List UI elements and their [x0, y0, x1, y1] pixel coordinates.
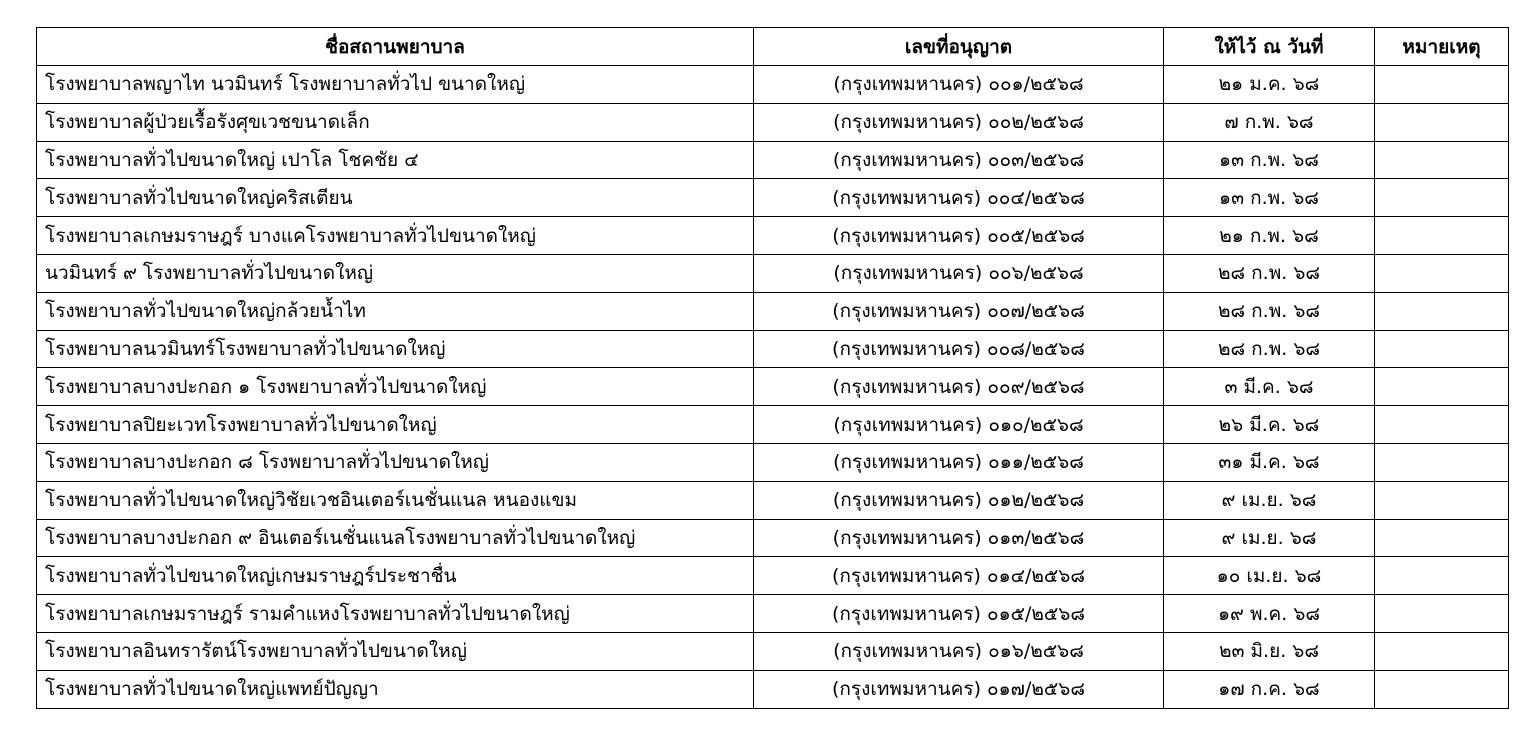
cell-hospital-name: โรงพยาบาลทั่วไปขนาดใหญ่แพทย์ปัญญา	[37, 670, 754, 708]
cell-issue-date: ๙ เม.ย. ๖๘	[1164, 481, 1375, 519]
cell-note	[1375, 292, 1509, 330]
cell-license-number: (กรุงเทพมหานคร) ๐๑๑/๒๕๖๘	[754, 443, 1164, 481]
cell-license-number: (กรุงเทพมหานคร) ๐๑๖/๒๕๖๘	[754, 632, 1164, 670]
hospital-license-table	[36, 27, 1509, 709]
cell-hospital-name: โรงพยาบาลนวมินทร์โรงพยาบาลทั่วไปขนาดใหญ่	[37, 330, 754, 368]
cell-note	[1375, 368, 1509, 406]
cell-license-number: (กรุงเทพมหานคร) ๐๐๑/๒๕๖๘	[754, 66, 1164, 104]
table-row	[37, 217, 1509, 255]
cell-note	[1375, 217, 1509, 255]
table-row	[37, 557, 1509, 595]
cell-note	[1375, 406, 1509, 444]
cell-hospital-name: โรงพยาบาลทั่วไปขนาดใหญ่คริสเตียน	[37, 179, 754, 217]
table-row	[37, 406, 1509, 444]
cell-hospital-name: โรงพยาบาลบางปะกอก ๑ โรงพยาบาลทั่วไปขนาดใหญ่	[37, 368, 754, 406]
cell-note	[1375, 595, 1509, 633]
cell-note	[1375, 443, 1509, 481]
table-row	[37, 481, 1509, 519]
cell-hospital-name: โรงพยาบาลเกษมราษฎร์ รามคำแหงโรงพยาบาลทั่วไปขนาดใหญ่	[37, 595, 754, 633]
column-header-name: ชื่อสถานพยาบาล	[37, 28, 754, 66]
cell-license-number: (กรุงเทพมหานคร) ๐๐๔/๒๕๖๘	[754, 179, 1164, 217]
cell-note	[1375, 330, 1509, 368]
cell-issue-date: ๒๖ มี.ค. ๖๘	[1164, 406, 1375, 444]
cell-hospital-name: โรงพยาบาลบางปะกอก ๘ โรงพยาบาลทั่วไปขนาดใหญ่	[37, 443, 754, 481]
cell-hospital-name: โรงพยาบาลทั่วไปขนาดใหญ่ เปาโล โชคชัย ๔	[37, 141, 754, 179]
cell-issue-date: ๒๓ มิ.ย. ๖๘	[1164, 632, 1375, 670]
cell-license-number: (กรุงเทพมหานคร) ๐๐๖/๒๕๖๘	[754, 254, 1164, 292]
cell-hospital-name: โรงพยาบาลทั่วไปขนาดใหญ่เกษมราษฎร์ประชาชื่น	[37, 557, 754, 595]
column-header-date: ให้ไว้ ณ วันที่	[1164, 28, 1375, 66]
cell-note	[1375, 670, 1509, 708]
cell-license-number: (กรุงเทพมหานคร) ๐๑๒/๒๕๖๘	[754, 481, 1164, 519]
cell-issue-date: ๗ ก.พ. ๖๘	[1164, 103, 1375, 141]
table-row	[37, 443, 1509, 481]
cell-hospital-name: โรงพยาบาลพญาไท นวมินทร์ โรงพยาบาลทั่วไป ขนาดใหญ่	[37, 66, 754, 104]
cell-note	[1375, 519, 1509, 557]
cell-hospital-name: นวมินทร์ ๙ โรงพยาบาลทั่วไปขนาดใหญ่	[37, 254, 754, 292]
cell-license-number: (กรุงเทพมหานคร) ๐๑๗/๒๕๖๘	[754, 670, 1164, 708]
cell-license-number: (กรุงเทพมหานคร) ๐๐๗/๒๕๖๘	[754, 292, 1164, 330]
cell-issue-date: ๓ มี.ค. ๖๘	[1164, 368, 1375, 406]
cell-hospital-name: โรงพยาบาลบางปะกอก ๙ อินเตอร์เนชั่นแนลโรงพยาบาลทั่วไปขนาดใหญ่	[37, 519, 754, 557]
cell-issue-date: ๒๘ ก.พ. ๖๘	[1164, 254, 1375, 292]
cell-issue-date: ๑๗ ก.ค. ๖๘	[1164, 670, 1375, 708]
table-row	[37, 254, 1509, 292]
cell-note	[1375, 254, 1509, 292]
cell-license-number: (กรุงเทพมหานคร) ๐๑๕/๒๕๖๘	[754, 595, 1164, 633]
table-body	[37, 66, 1509, 709]
cell-note	[1375, 557, 1509, 595]
table-header-row	[37, 28, 1509, 66]
cell-issue-date: ๒๘ ก.พ. ๖๘	[1164, 292, 1375, 330]
cell-issue-date: ๑๐ เม.ย. ๖๘	[1164, 557, 1375, 595]
cell-hospital-name: โรงพยาบาลทั่วไปขนาดใหญ่กล้วยน้ำไท	[37, 292, 754, 330]
cell-issue-date: ๒๑ ก.พ. ๖๘	[1164, 217, 1375, 255]
table-row	[37, 330, 1509, 368]
cell-hospital-name: โรงพยาบาลอินทรารัตน์โรงพยาบาลทั่วไปขนาดใหญ่	[37, 632, 754, 670]
cell-issue-date: ๑๓ ก.พ. ๖๘	[1164, 179, 1375, 217]
cell-issue-date: ๓๑ มี.ค. ๖๘	[1164, 443, 1375, 481]
cell-note	[1375, 141, 1509, 179]
cell-note	[1375, 103, 1509, 141]
cell-license-number: (กรุงเทพมหานคร) ๐๐๒/๒๕๖๘	[754, 103, 1164, 141]
table-row	[37, 103, 1509, 141]
cell-note	[1375, 481, 1509, 519]
cell-hospital-name: โรงพยาบาลผู้ป่วยเรื้อรังศุขเวชขนาดเล็ก	[37, 103, 754, 141]
cell-hospital-name: โรงพยาบาลปิยะเวทโรงพยาบาลทั่วไปขนาดใหญ่	[37, 406, 754, 444]
column-header-license: เลขที่อนุญาต	[754, 28, 1164, 66]
table-row	[37, 632, 1509, 670]
cell-license-number: (กรุงเทพมหานคร) ๐๐๙/๒๕๖๘	[754, 368, 1164, 406]
cell-license-number: (กรุงเทพมหานคร) ๐๐๕/๒๕๖๘	[754, 217, 1164, 255]
cell-issue-date: ๒๑ ม.ค. ๖๘	[1164, 66, 1375, 104]
cell-license-number: (กรุงเทพมหานคร) ๐๑๓/๒๕๖๘	[754, 519, 1164, 557]
cell-issue-date: ๑๙ พ.ค. ๖๘	[1164, 595, 1375, 633]
cell-issue-date: ๒๘ ก.พ. ๖๘	[1164, 330, 1375, 368]
cell-license-number: (กรุงเทพมหานคร) ๐๐๓/๒๕๖๘	[754, 141, 1164, 179]
table-row	[37, 179, 1509, 217]
table-row	[37, 141, 1509, 179]
cell-note	[1375, 632, 1509, 670]
table-row	[37, 292, 1509, 330]
cell-hospital-name: โรงพยาบาลทั่วไปขนาดใหญ่วิชัยเวชอินเตอร์เนชั่นแนล หนองแขม	[37, 481, 754, 519]
table-row	[37, 595, 1509, 633]
cell-issue-date: ๑๓ ก.พ. ๖๘	[1164, 141, 1375, 179]
cell-hospital-name: โรงพยาบาลเกษมราษฎร์ บางแคโรงพยาบาลทั่วไปขนาดใหญ่	[37, 217, 754, 255]
cell-issue-date: ๙ เม.ย. ๖๘	[1164, 519, 1375, 557]
table-row	[37, 66, 1509, 104]
cell-note	[1375, 179, 1509, 217]
table-row	[37, 670, 1509, 708]
table-row	[37, 519, 1509, 557]
cell-license-number: (กรุงเทพมหานคร) ๐๑๔/๒๕๖๘	[754, 557, 1164, 595]
table-row	[37, 368, 1509, 406]
cell-license-number: (กรุงเทพมหานคร) ๐๑๐/๒๕๖๘	[754, 406, 1164, 444]
cell-note	[1375, 66, 1509, 104]
cell-license-number: (กรุงเทพมหานคร) ๐๐๘/๒๕๖๘	[754, 330, 1164, 368]
column-header-note: หมายเหตุ	[1375, 28, 1509, 66]
